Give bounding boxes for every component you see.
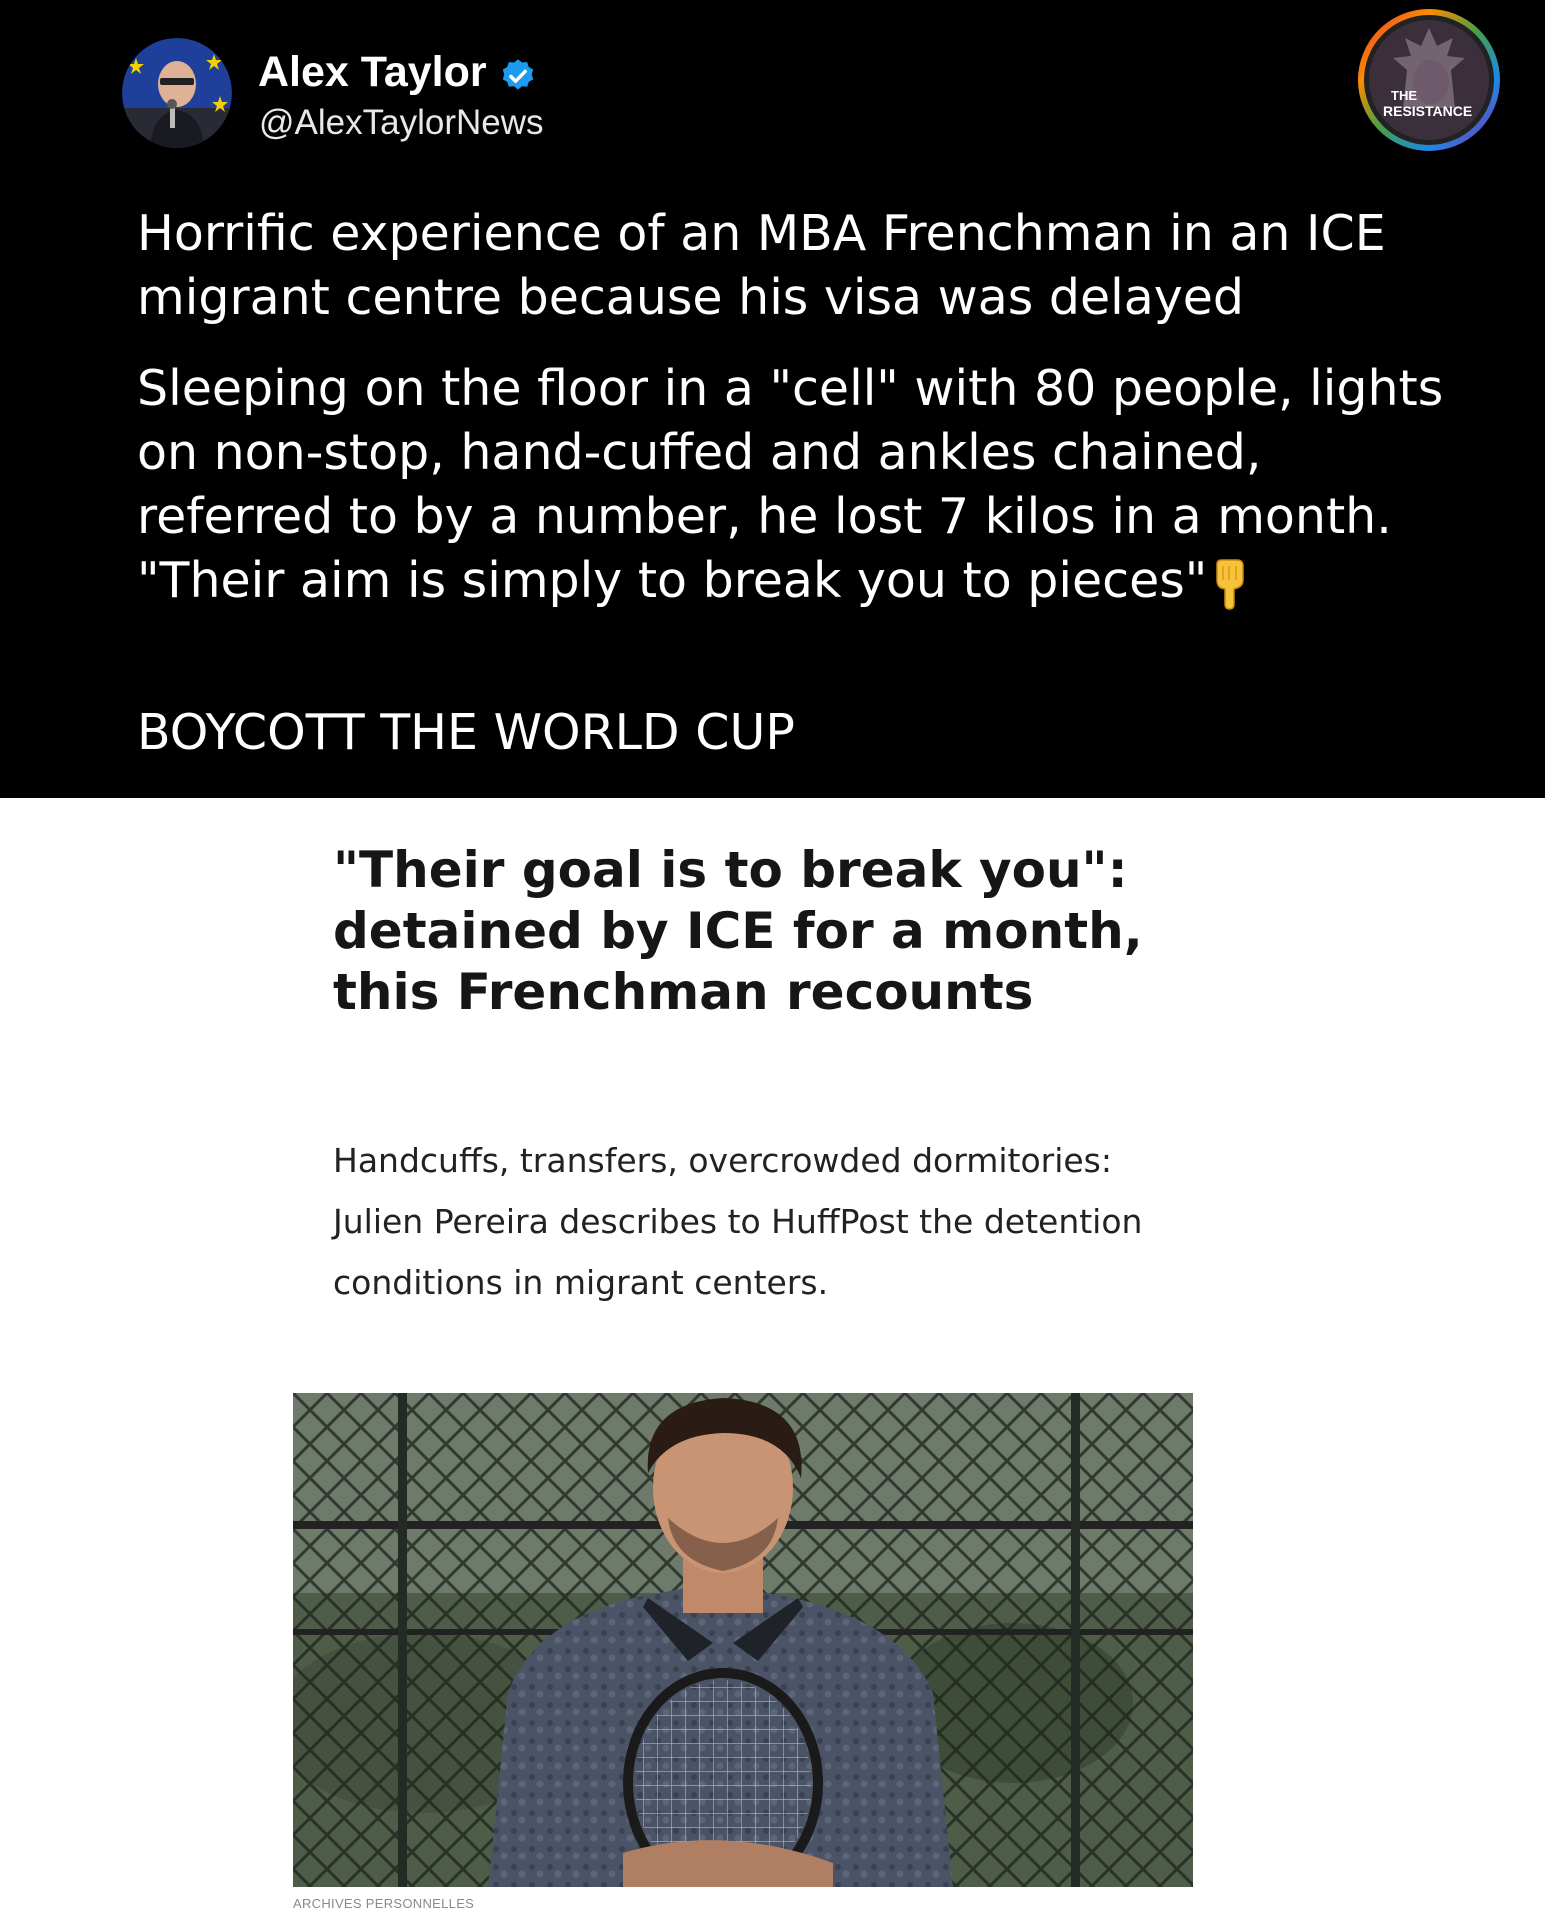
badge-line-1: THE <box>1391 88 1417 103</box>
article-photo <box>293 1393 1193 1887</box>
author-name[interactable] <box>258 44 537 100</box>
badge-line-2: RESISTANCE <box>1383 103 1473 119</box>
article-headline[interactable]: "Their goal is to break you": detained by ICE for a month, this Frenchman recounts <box>333 841 1143 1021</box>
tweet-paragraph-3: BOYCOTT THE WORLD CUP <box>137 704 795 761</box>
tweet-paragraph-1: Horrific experience of an MBA Frenchman in an ICE migrant centre because his visa was delayed <box>137 205 1386 326</box>
tweet-paragraph-2-text: Sleeping on the floor in a "cell" with 80 people, lights on non-stop, hand-cuffed and ankles chained, referred to by a number, he lost 7 kilos in a month. "Their aim is simply to break you to pieces" <box>137 360 1444 609</box>
author-name-text[interactable]: Alex Taylor <box>258 48 487 96</box>
the-resistance-logo <box>1357 8 1501 152</box>
author-handle[interactable]: @AlexTaylorNews <box>259 103 544 142</box>
pointing-down-hand-icon <box>1209 558 1249 610</box>
tweet-card <box>0 0 1545 798</box>
tweet-paragraph-2 <box>137 357 1467 613</box>
author-avatar[interactable] <box>122 38 232 148</box>
article-preview[interactable] <box>0 798 1545 1922</box>
verified-badge-icon <box>499 53 537 91</box>
article-dek: Handcuffs, transfers, overcrowded dormitories: Julien Pereira describes to HuffPost the detention conditions in migrant centers. <box>333 1141 1143 1302</box>
photo-caption: ARCHIVES PERSONNELLES <box>293 1896 475 1911</box>
